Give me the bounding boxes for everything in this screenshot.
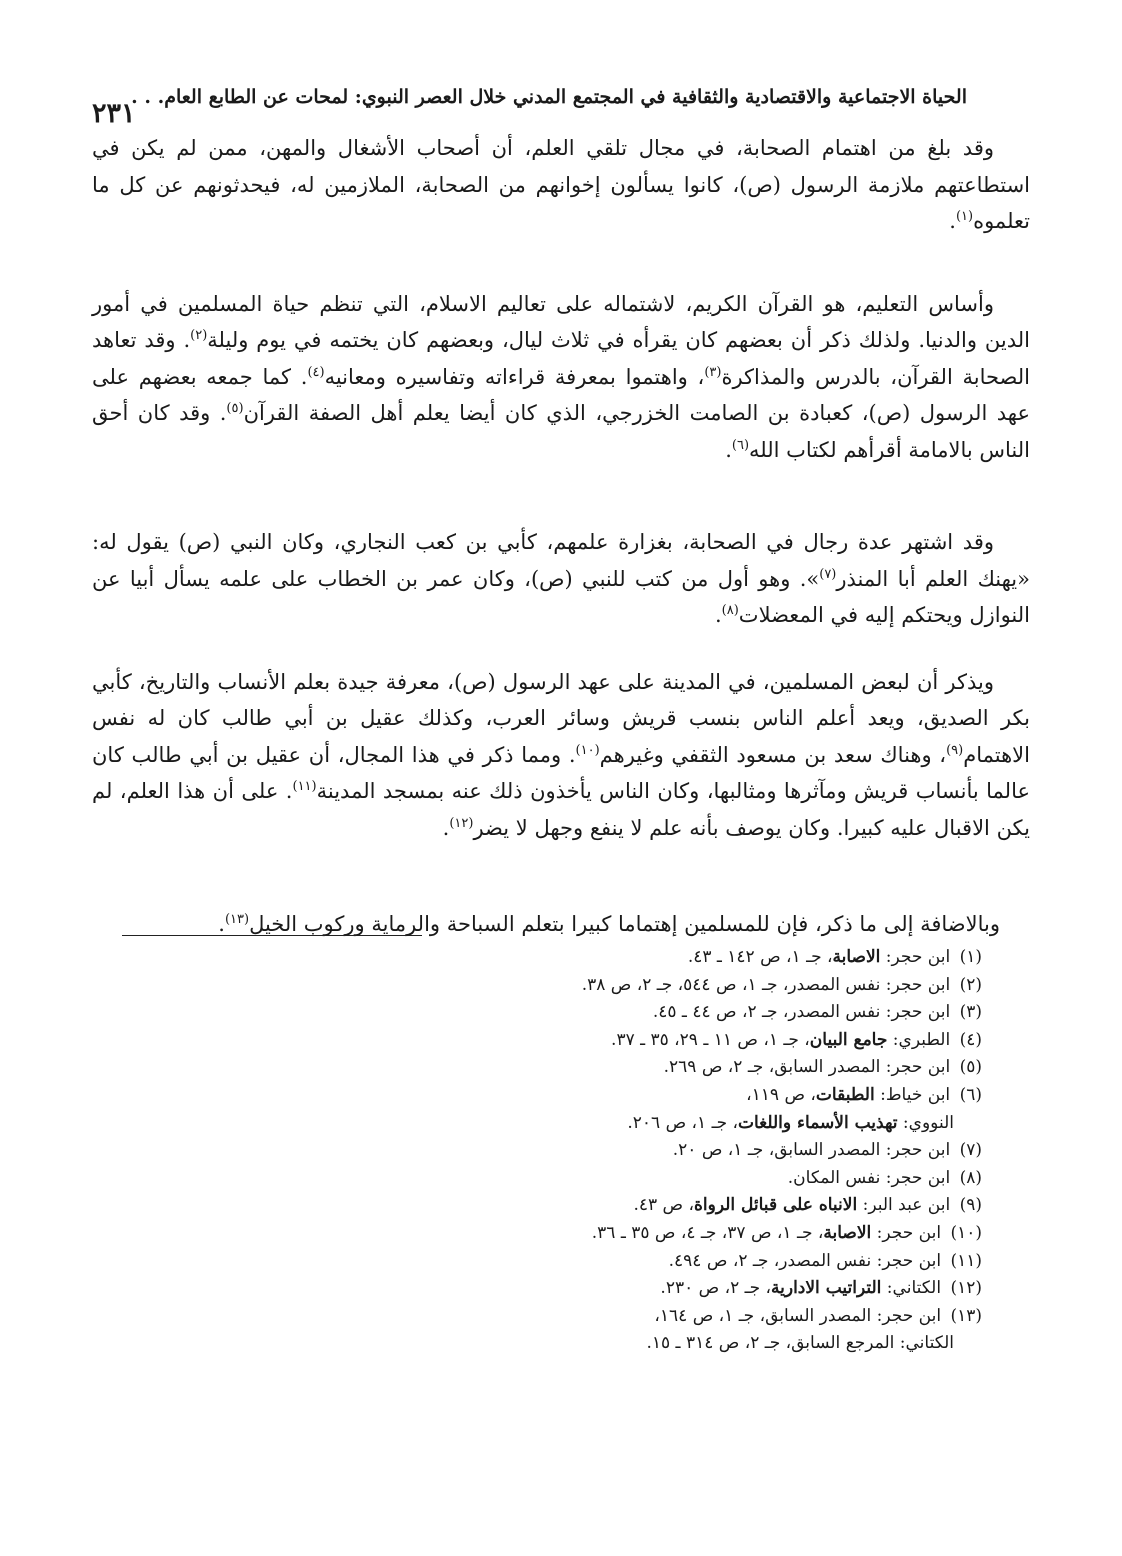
footnotes-list	[282, 944, 982, 1358]
footnote-item: (١٣) ابن حجر: المصدر السابق، جـ ١، ص ١٦٤،	[654, 1305, 982, 1326]
body-text	[92, 130, 1030, 846]
footnote-item: (٦) ابن خياط: الطبقات، ص ١١٩،	[746, 1084, 982, 1105]
footnote-item: (٥) ابن حجر: المصدر السابق، جـ ٢، ص ٢٦٩.	[663, 1057, 982, 1078]
footnote-item: (٢) ابن حجر: نفس المصدر، جـ ١، ص ٥٤٤، جـ ٢، ص ٣٨.	[581, 974, 982, 995]
footnote-item: (٧) ابن حجر: المصدر السابق، جـ ١، ص ٢٠.	[672, 1140, 982, 1161]
paragraph-4: ويذكر أن لبعض المسلمين، في المدينة على عهد الرسول (ص)، معرفة جيدة بعلم الأنساب والتاريخ، كأبي بكر الصديق، ويعد أعلم الناس بنسب قريش وسائر العرب، وكذلك عقيل بن أبي طالب كان له نفس الاهتمام$^{(٩)}$، وهناك سعد بن مسعود الثقفي وغيرهم$^{(١٠)}$. ومما ذكر في هذا المجال، أن عقيل بن أبي طالب كان عالما بأنساب قريش ومآثرها ومثالبها، وكان الناس يأخذون ذلك عنه بمسجد المدينة$^{(١١)}$. على أن هذا العلم، لم يكن الاقبال عليه كبيرا. وكان يوصف بأنه علم لا ينفع وجهل لا يضر$^{(١٢)}$.	[92, 669, 1030, 840]
footnote-ref[interactable]: (٣)	[704, 364, 722, 380]
footnote-item: الكتاني: المرجع السابق، جـ ٢، ص ٣١٤ ـ ١٥.	[646, 1333, 954, 1354]
footnote-ref[interactable]: (٨)	[721, 603, 739, 618]
footnote-item: (٤) الطبري: جامع البيان، جـ ١، ص ١١ ـ ٢٩، ٣٥ ـ ٣٧.	[611, 1029, 982, 1050]
footnote-item: (١) ابن حجر: الاصابة، جـ ١، ص ١٤٢ ـ ٤٣.	[687, 947, 982, 967]
footnote-ref[interactable]: (١٢)	[449, 815, 474, 831]
footnote-item: (١٠) ابن حجر: الاصابة، جـ ١، ص ٣٧، جـ ٤، ص ٣٥ ـ ٣٦.	[591, 1222, 982, 1243]
running-title: الحياة الاجتماعية والاقتصادية والثقافية في المجتمع المدني خلال العصر النبوي: لمحات عن الطابع العام. . .	[131, 86, 967, 108]
paragraph-2: وأساس التعليم، هو القرآن الكريم، لاشتماله على تعاليم الاسلام، التي تنظم حياة المسلمين في أمور الدين والدنيا. ولذلك ذكر أن بعضهم كان يقرأه في ثلاث ليال، وبعضهم كان يختمه في يوم وليلة$^{(٢)}$. وقد تعاهد الصحابة القرآن، بالدرس والمذاكرة$^{(٣)}$، واهتموا بمعرفة قراءاته وتفاسيره ومعانيه$^{(٤)}$. كما جمعه بعضهم على عهد الرسول (ص)، كعبادة بن الصامت الخزرجي، الذي كان أيضا يعلم أهل الصفة القرآن$^{(٥)}$. وقد كان أحق الناس بالامامة أقرأهم لكتاب الله$^{(٦)}$.	[92, 291, 1031, 462]
footnote-item: النووي: تهذيب الأسماء واللغات، جـ ١، ص ٢٠٦.	[627, 1112, 954, 1133]
page-number: ٢٣١	[92, 98, 136, 129]
footnote-ref[interactable]: (١٠)	[575, 742, 600, 758]
footnote-ref[interactable]: (١١)	[292, 779, 317, 794]
footnote-item: (٨) ابن حجر: نفس المكان.	[787, 1167, 982, 1188]
paragraph-3: وقد اشتهر عدة رجال في الصحابة، بغزارة علمهم، كأبي بن كعب النجاري، وكان النبي (ص) يقول له: «يهنك العلم أبا المنذر$^{(٧)}$». وهو أول من كتب للنبي (ص)، وكان عمر بن الخطاب على علمه يسأل أبيا عن النوازل ويحتكم إليه في المعضلات$^{(٨)}$.	[92, 530, 1031, 627]
footnote-separator	[122, 935, 422, 936]
footnote-ref[interactable]: (٢)	[190, 328, 208, 343]
paragraph-5: وبالاضافة إلى ما ذكر، فإن للمسلمين إهتماما كبيرا بتعلم السباحة والرماية وركوب الخيل$^{(١٣)}$.	[218, 912, 1000, 936]
footnote-ref[interactable]: (١)	[955, 209, 974, 224]
footnote-item: (٩) ابن عبد البر: الانباه على قبائل الرواة، ص ٤٣.	[633, 1195, 982, 1216]
footnote-ref[interactable]: (٥)	[226, 401, 244, 416]
footnote-ref[interactable]: (١٣)	[224, 912, 250, 927]
footnote-item: (١١) ابن حجر: نفس المصدر، جـ ٢، ص ٤٩٤.	[668, 1250, 982, 1271]
footnote-ref[interactable]: (٤)	[307, 364, 325, 380]
footnote-item: (١٢) الكتاني: التراتيب الادارية، جـ ٢، ص ٢٣٠.	[660, 1278, 982, 1299]
paragraph-1: وقد بلغ من اهتمام الصحابة، في مجال تلقي العلم، أن أصحاب الأشغال والمهن، ممن لم يكن في استطاعتهم ملازمة الرسول (ص)، كانوا يسألون إخوانهم من الصحابة، الملازمين له، فيحدثونهم عن كل ما تعلموه$^{(١)}$.	[92, 136, 1030, 233]
footnote-ref[interactable]: (٦)	[731, 437, 750, 453]
footnote-ref[interactable]: (٧)	[819, 566, 837, 582]
footnote-ref[interactable]: (٩)	[946, 742, 964, 758]
footnote-item: (٣) ابن حجر: نفس المصدر، جـ ٢، ص ٤٤ ـ ٤٥.	[652, 1002, 982, 1023]
